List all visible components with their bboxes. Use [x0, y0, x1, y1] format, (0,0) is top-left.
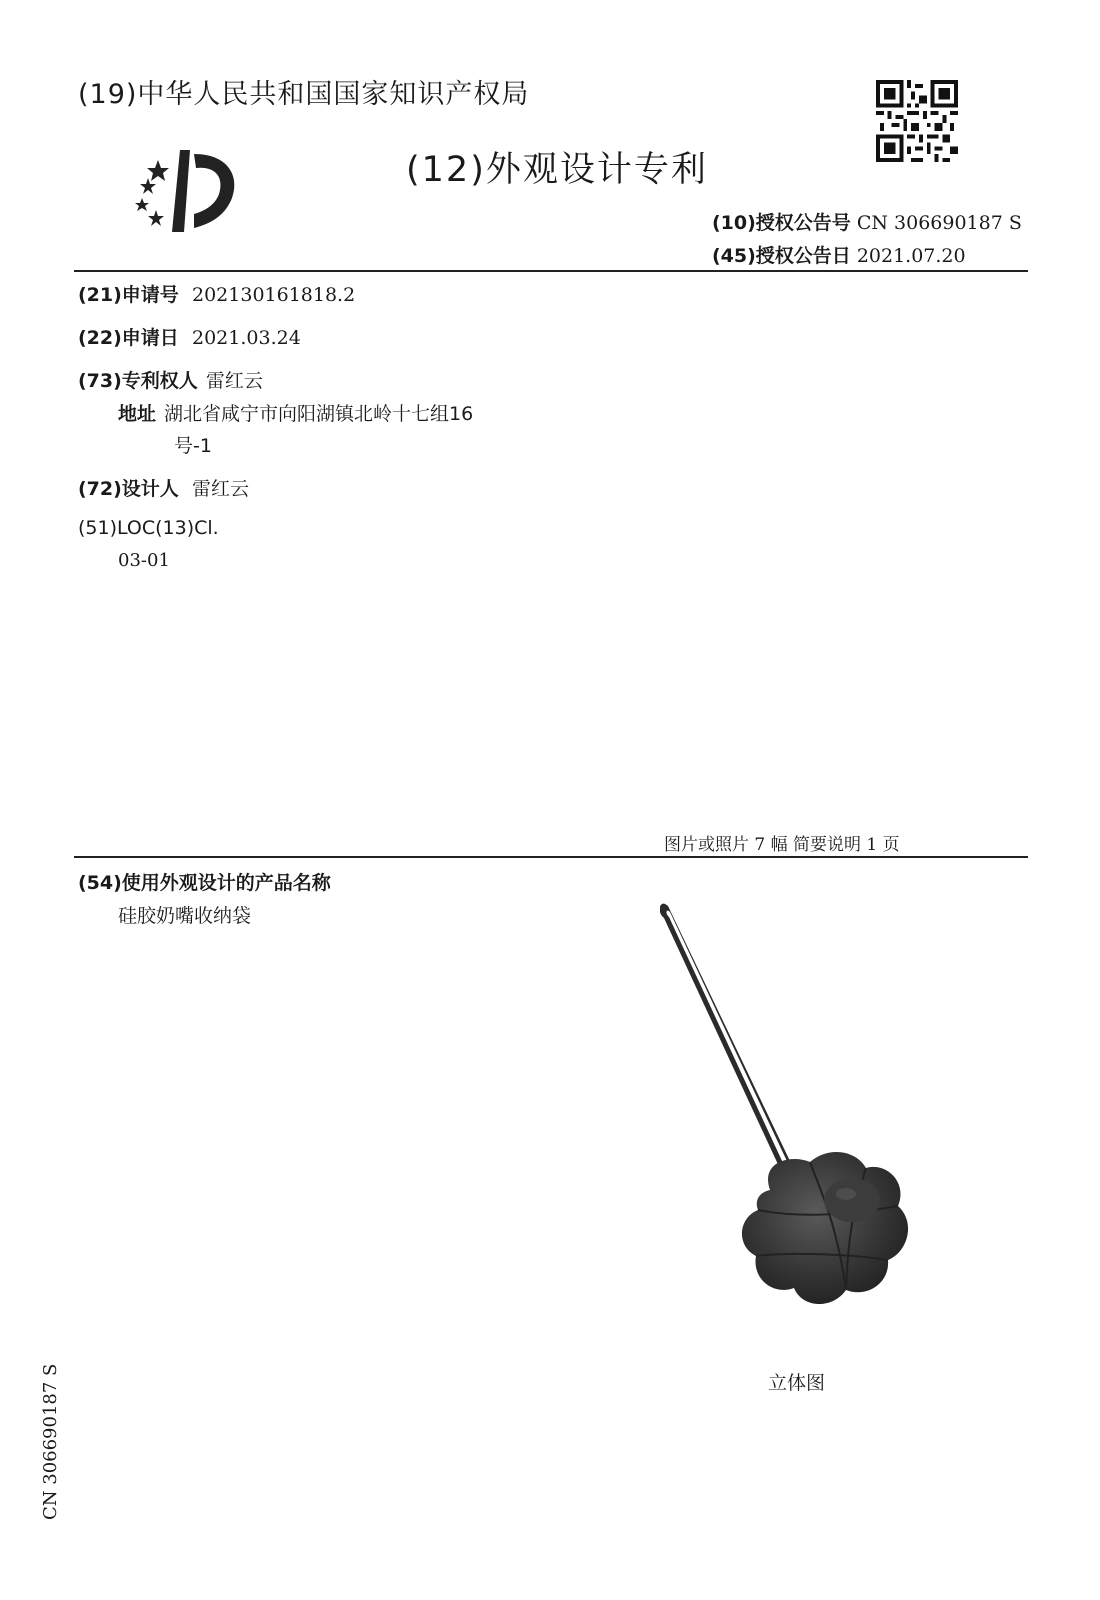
publication-number-label: (10)授权公告号: [712, 212, 851, 234]
filing-date-row: [78, 323, 301, 350]
cnipa-logo-icon: [128, 140, 248, 240]
view-caption: 立体图: [768, 1372, 826, 1394]
address-line2: 号-1: [174, 435, 212, 457]
filing-date: 2021.03.24: [192, 327, 301, 349]
publication-date-label: (45)授权公告日: [712, 245, 851, 267]
address-line1: 湖北省咸宁市向阳湖镇北岭十七组16: [164, 403, 474, 425]
product-perspective-view: [660, 900, 950, 1340]
issuing-office: (19)中华人民共和国国家知识产权局: [78, 79, 530, 110]
application-number: 202130161818.2: [192, 284, 356, 306]
side-publication-number: CN 306690187 S: [40, 1363, 61, 1520]
application-number-row: [78, 280, 355, 307]
address-label: 地址: [118, 403, 157, 425]
publication-date: 2021.07.20: [856, 245, 966, 267]
designer-row: [78, 474, 249, 501]
loc-classification-code: 03-01: [118, 550, 170, 571]
patentee-label: (73)专利权人: [78, 370, 198, 392]
address-row: [118, 399, 473, 426]
header-divider: [74, 270, 1028, 272]
product-name: 硅胶奶嘴收纳袋: [118, 905, 252, 927]
publication-number-row: [712, 208, 1022, 235]
section-divider: [74, 856, 1028, 858]
filing-date-label: (22)申请日: [78, 327, 179, 349]
loc-classification-label: (51)LOC(13)Cl.: [78, 517, 219, 539]
designer-label: (72)设计人: [78, 478, 179, 500]
document-type-title: (12)外观设计专利: [406, 150, 708, 190]
qr-code-icon: [876, 80, 958, 162]
patentee-row: [78, 366, 263, 393]
application-number-label: (21)申请号: [78, 284, 179, 306]
product-name-label: (54)使用外观设计的产品名称: [78, 872, 331, 894]
publication-date-row: [712, 241, 966, 268]
figure-count-summary: 图片或照片 7 幅 简要说明 1 页: [664, 835, 900, 855]
publication-number: CN 306690187 S: [856, 212, 1022, 234]
designer-name: 雷红云: [192, 478, 250, 500]
patentee-name: 雷红云: [205, 370, 263, 392]
